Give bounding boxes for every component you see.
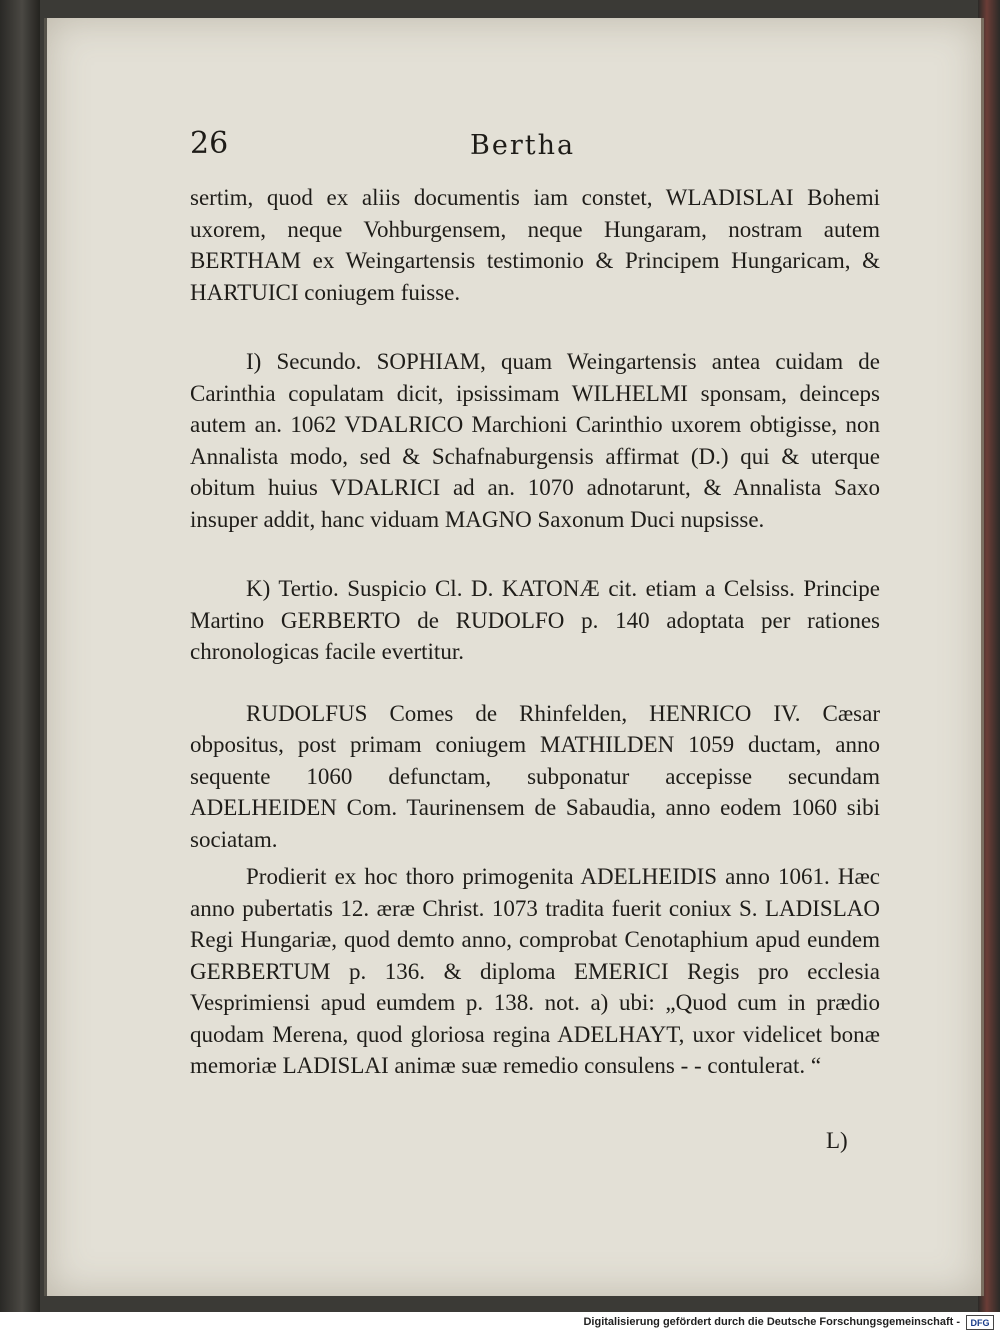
paragraph-rudolfus: RUDOLFUS Comes de Rhinfelden, HENRICO IV. Cæsar obpositus, post primam coniugem MATHILDEN 1059 ductam, anno sequente 1060 defunctam, subponatur accepisse secundam ADELHEIDEN Com. Taurinensem de Sabaudia, anno eodem 1060 sibi sociatam. [190,700,880,852]
paragraph-adelheidis: Prodierit ex hoc thoro primogenita ADELHEIDIS anno 1061. Hæc anno pubertatis 12. æræ Christ. 1073 tradita fuerit coniux S. LADISLAO Regi Hungariæ, quod demto anno, comprobat Cenotaphium apud eundem GERBERTUM p. 136. & diploma EMERICI Regis pro ecclesia Vesprimiensi apud eumdem p. 138. not. a) ubi: „Quod cum in prædio quodam Merena, quod gloriosa regina ADELHAYT, uxor videlicet bonæ memoriæ LADISLAI animæ suæ remedio consulens - - contulerat. “ [190,864,880,1078]
page-body [190,182,880,1082]
funding-credit: Digitalisierung gefördert durch die Deutsche Forschungsgemeinschaft - [583,1316,960,1328]
footer-bar [0,1312,1000,1334]
catchword: L) [826,1128,848,1153]
paragraph-note-k: K) Tertio. Suspicio Cl. D. KATONÆ cit. etiam a Celsiss. Principe Martino GERBERTO de RUDOLFO p. 140 adoptata per rationes chronologicas facile evertitur. [190,576,880,664]
page-number: 26 [190,126,229,161]
paragraph-continuation: sertim, quod ex aliis documentis iam constet, WLADISLAI Bohemi uxorem, neque Vohburgensem, neque Hungaram, nostram autem BERTHAM ex Weingartensis testimonio & Principem Hungaricam, & HARTUICI coniugem fuisse. [190,185,880,305]
dfg-logo-icon: DFG [966,1315,994,1330]
book-spine-edge [0,0,40,1312]
running-title: Bertha [470,130,576,161]
page-header [190,126,880,176]
paragraph-note-i: I) Secundo. SOPHIAM, quam Weingartensis antea cuidam de Carinthia copulatam dicit, ipsissimam WILHELMI sponsam, deinceps autem an. 1062 VDALRICO Marchioni Carinthio uxorem obtigisse, non Annalista modo, sed & Schafnaburgensis affirmat (D.) qui & uterque obitum huius VDALRICI ad an. 1070 adnotarunt, & Annalista Saxo insuper addit, hanc viduam MAGNO Saxonum Duci nupsisse. [190,349,880,532]
